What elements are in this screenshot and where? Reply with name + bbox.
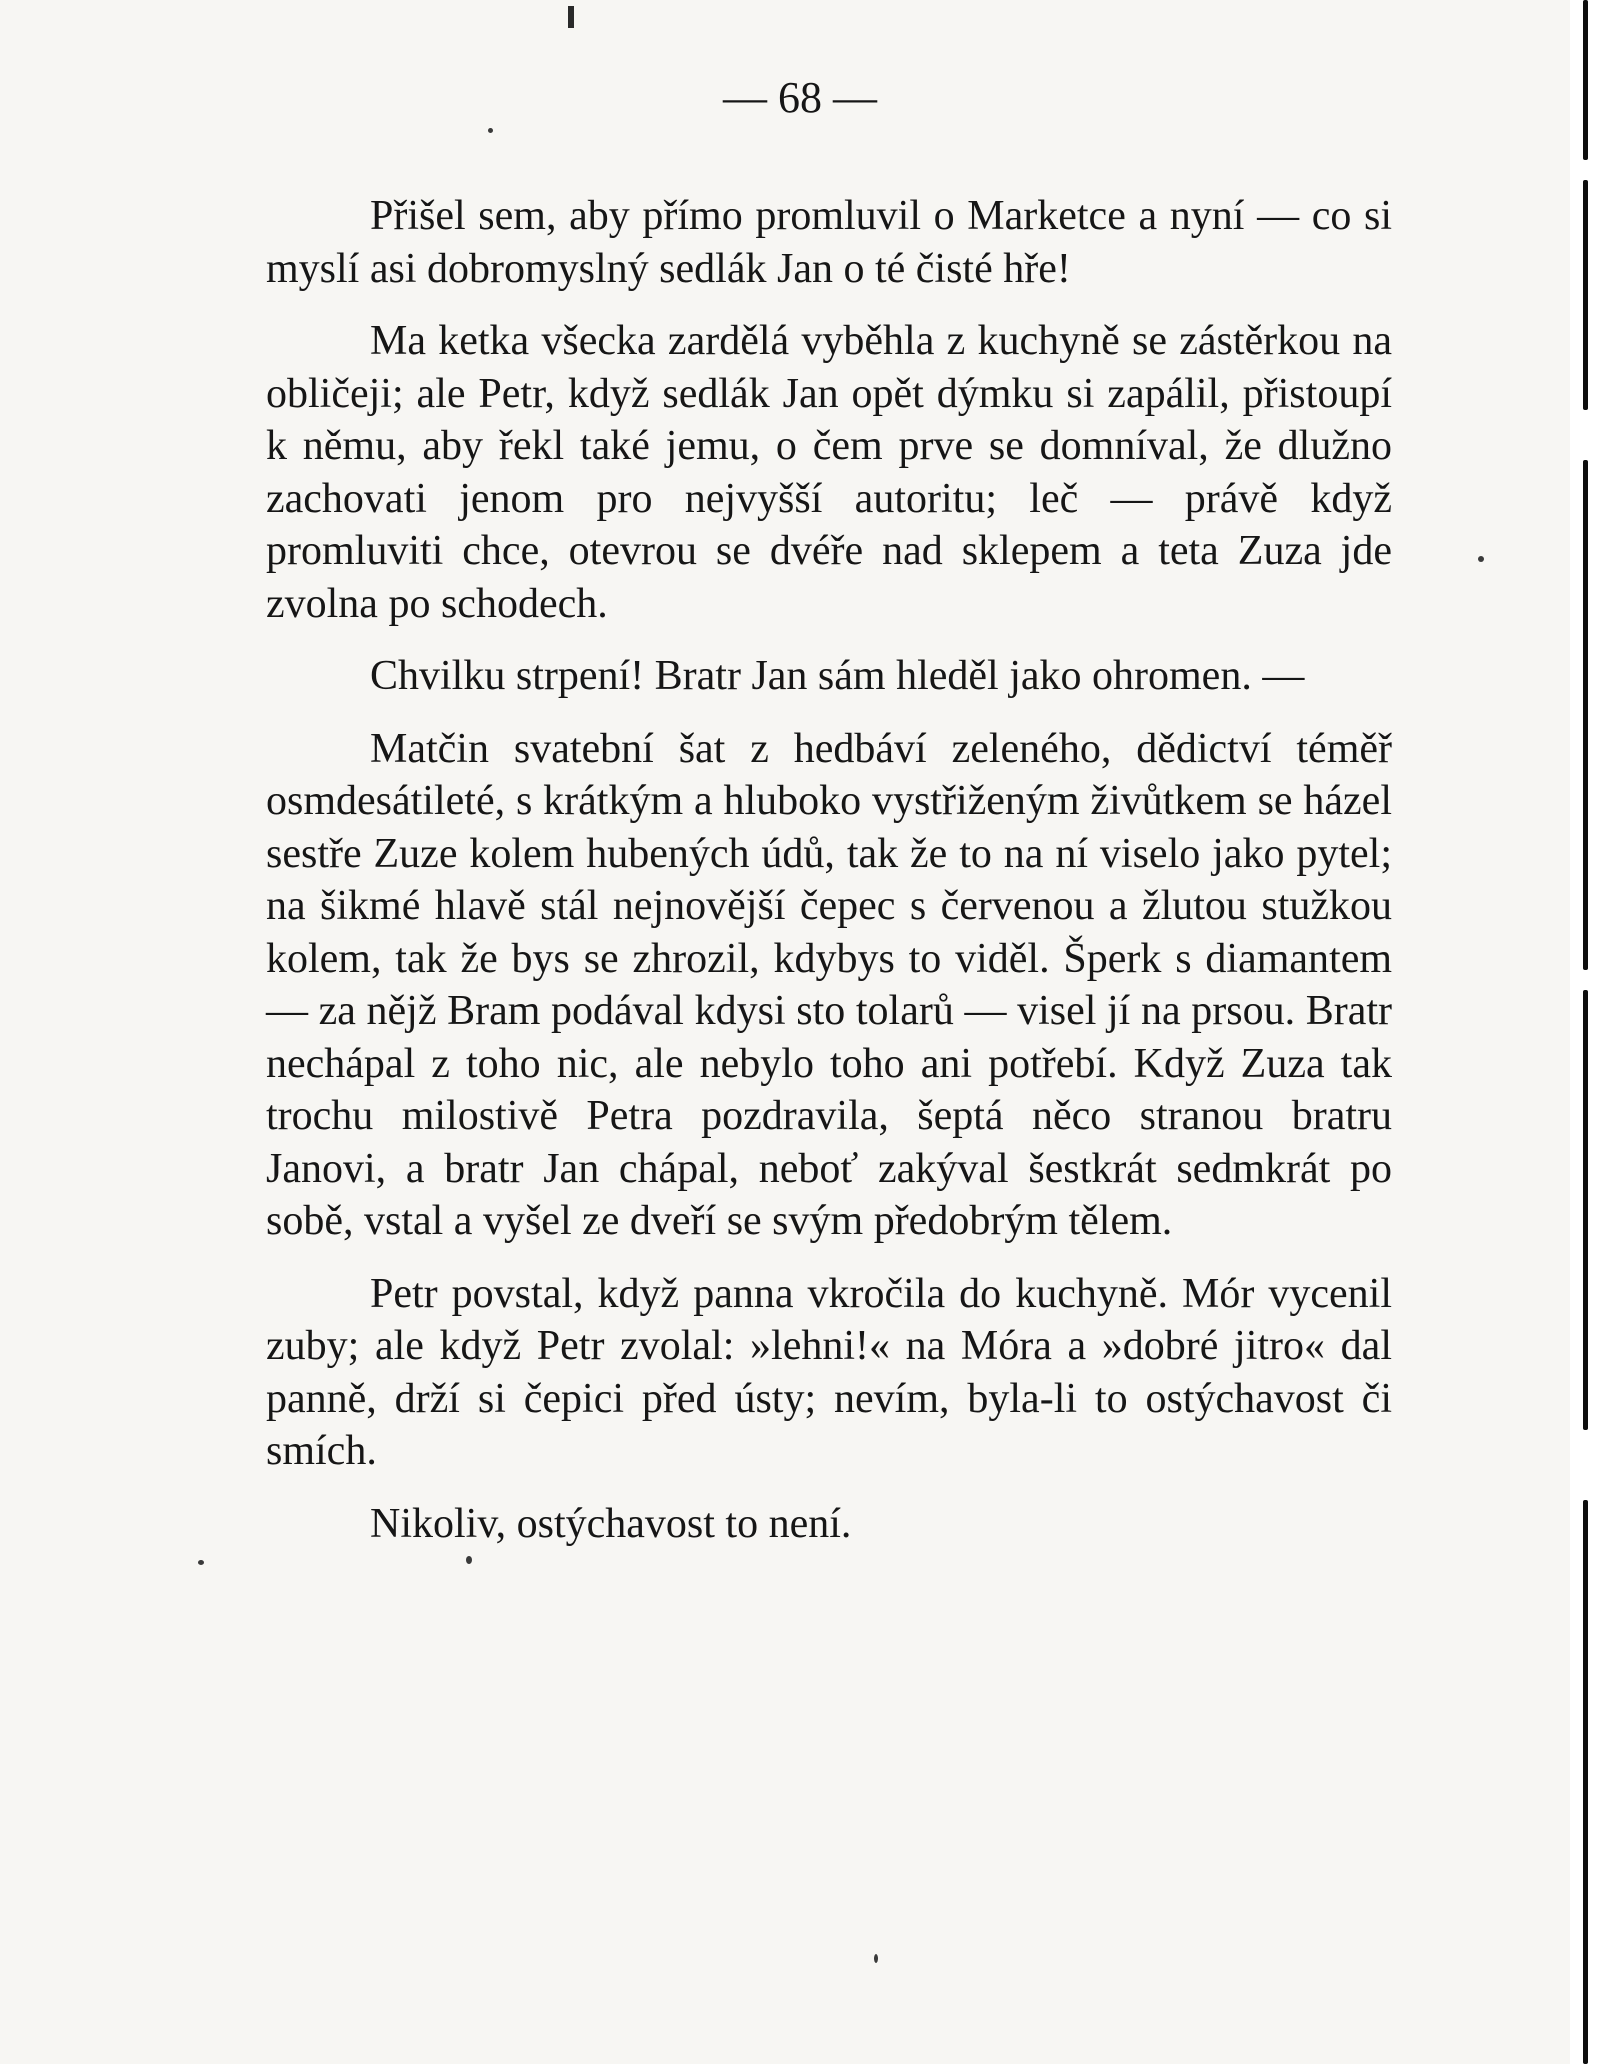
paragraph: Chvilku strpení! Bratr Jan sám hleděl jako ohromen. — (370, 653, 1305, 699)
ink-speck (198, 1560, 204, 1565)
paragraph: Matčin svatební šat z hedbáví zeleného, dědictví téměř osmdesátileté, s krátkým a hluboko vystřiženým živůtkem se házel sestře Zuze kolem hubených údů, tak že to na ní viselo jako pytel; na šikmé hlavě stál nejnovější čepec s červenou a žlutou stužkou kolem, tak že bys se zhrozil, kdybys to viděl. Šperk s diamantem — za nějž Bram podával kdysi sto tolarů — visel jí na prsou. Bratr nechápal z toho nic, ale nebylo toho ani potřebí. Když Zuza tak trochu milostivě Petra pozdravila, šeptá něco stranou bratru Janovi, a bratr Jan chápal, neboť zakýval šestkrát sedmkrát po sobě, vstal a vyšel ze dveří se svým předobrým tělem. (266, 725, 1392, 1244)
ink-speck (874, 1954, 878, 1963)
print-mark (568, 6, 574, 28)
ink-speck (466, 1556, 472, 1564)
ink-speck (488, 128, 493, 133)
paragraph: Přišel sem, aby přímo promluvil o Marketce a nyní — co si myslí asi dobromyslný sedlák Jan o té čisté hře! (266, 193, 1392, 292)
paragraph: Petr povstal, když panna vkročila do kuchyně. Mór vycenil zuby; ale když Petr zvolal: »lehni!« na Móra a »dobré jitro« dal panně, drží si čepici před ústy; nevím, byla-li to ostýchavost či smích. (266, 1270, 1392, 1474)
page-edge (1570, 0, 1600, 2064)
paragraph: Ma ketka všecka zardělá vyběhla z kuchyně se zástěrkou na obličeji; ale Petr, když sedlák Jan opět dýmku si zapálil, přistoupí k němu, aby řekl také jemu, o čem prve se domníval, že dlužno zachovati jenom pro nejvyšší autoritu; leč — právě když promluviti chce, otevrou se dvéře nad sklepem a teta Zuza jde zvolna po schodech. (266, 318, 1392, 627)
ink-speck (1478, 556, 1484, 562)
paragraph: Nikoliv, ostýchavost to není. (370, 1500, 852, 1547)
page-number: — 68 — (723, 73, 877, 122)
page-text (266, 190, 1392, 1570)
